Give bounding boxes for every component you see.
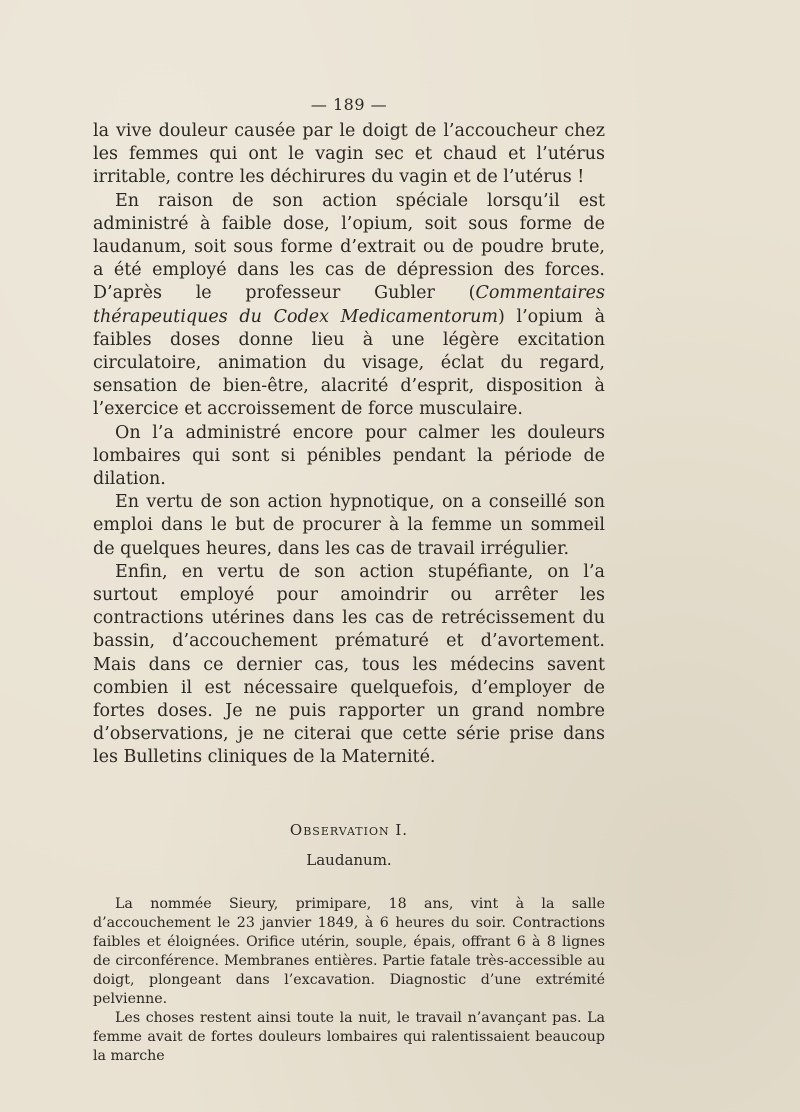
observation-subheading: Laudanum.	[306, 850, 392, 869]
page-number: — 189 —	[310, 95, 388, 114]
observation-paragraph: Les choses restent ainsi toute la nuit, le travail n’avançant pas. La femme avait de fortes douleurs lombaires qui ralentissaient beaucoup la marche	[93, 1009, 605, 1064]
book-page	[93, 95, 605, 1066]
main-text	[93, 120, 605, 770]
paragraph-text: En vertu de son action hypnotique, on a conseillé son emploi dans le but de procurer à la femme un sommeil de quelques heures, dans les cas de travail irrégulier.	[93, 492, 605, 559]
paragraph	[93, 422, 605, 492]
paragraph	[93, 561, 605, 770]
paragraph	[93, 491, 605, 561]
book-title: Commentaires thérapeutiques du Codex Medicamentorum	[93, 283, 605, 327]
observation-heading: Observation I.	[289, 820, 409, 839]
paragraph-text: la vive douleur causée par le doigt de l’accoucheur chez les femmes qui ont le vagin sec et chaud et l’utérus irritable, contre les déchirures du vagin et de l’utérus !	[93, 121, 605, 188]
paragraph	[93, 190, 605, 422]
paragraph	[93, 120, 605, 190]
observation-text	[93, 895, 605, 1066]
paragraph-text: On l’a administré encore pour calmer les douleurs lombaires qui sont si pénibles pendant la période de dilation.	[93, 422, 605, 490]
observation-paragraph: La nommée Sieury, primipare, 18 ans, vint à la salle d’accouchement le 23 janvier 1849, à 6 heures du soir. Contractions faibles et éloignées. Orifice utérin, souple, épais, offrant 6 à 8 lignes de circonférence. Membranes entières. Partie fatale très-accessible au doigt, plongeant dans l’excavation. Diagnostic d’une extrémité pelvienne.	[93, 895, 605, 1007]
paragraph-text: Enfin, en vertu de son action stupéfiante, on l’a surtout employé pour amoindrir ou arrêter les contractions utérines dans les cas de retrécissement du bassin, d’accouchement prématuré et d’avortement. Mais dans ce dernier cas, tous les médecins savent combien il est nécessaire quelquefois, d’employer de fortes doses. Je ne puis rapporter un grand nombre d’observations, je ne citerai que cette série prise dans les Bulletins cliniques de la Maternité.	[93, 561, 605, 768]
paragraph-text: ) l’opium à faibles doses donne lieu à une légère excitation circulatoire, animation du visage, éclat du regard, sensation de bien-être, alacrité d’esprit, disposition à l’exercice et accroissement de force musculaire.	[93, 306, 605, 420]
paragraph-text: En raison de son action spéciale lorsqu’il est administré à faible dose, l’opium, soit sous forme de laudanum, soit sous forme d’extrait ou de poudre brute, a été employé dans les cas de dépression des forces. D’après le professeur Gubler (	[93, 190, 605, 304]
